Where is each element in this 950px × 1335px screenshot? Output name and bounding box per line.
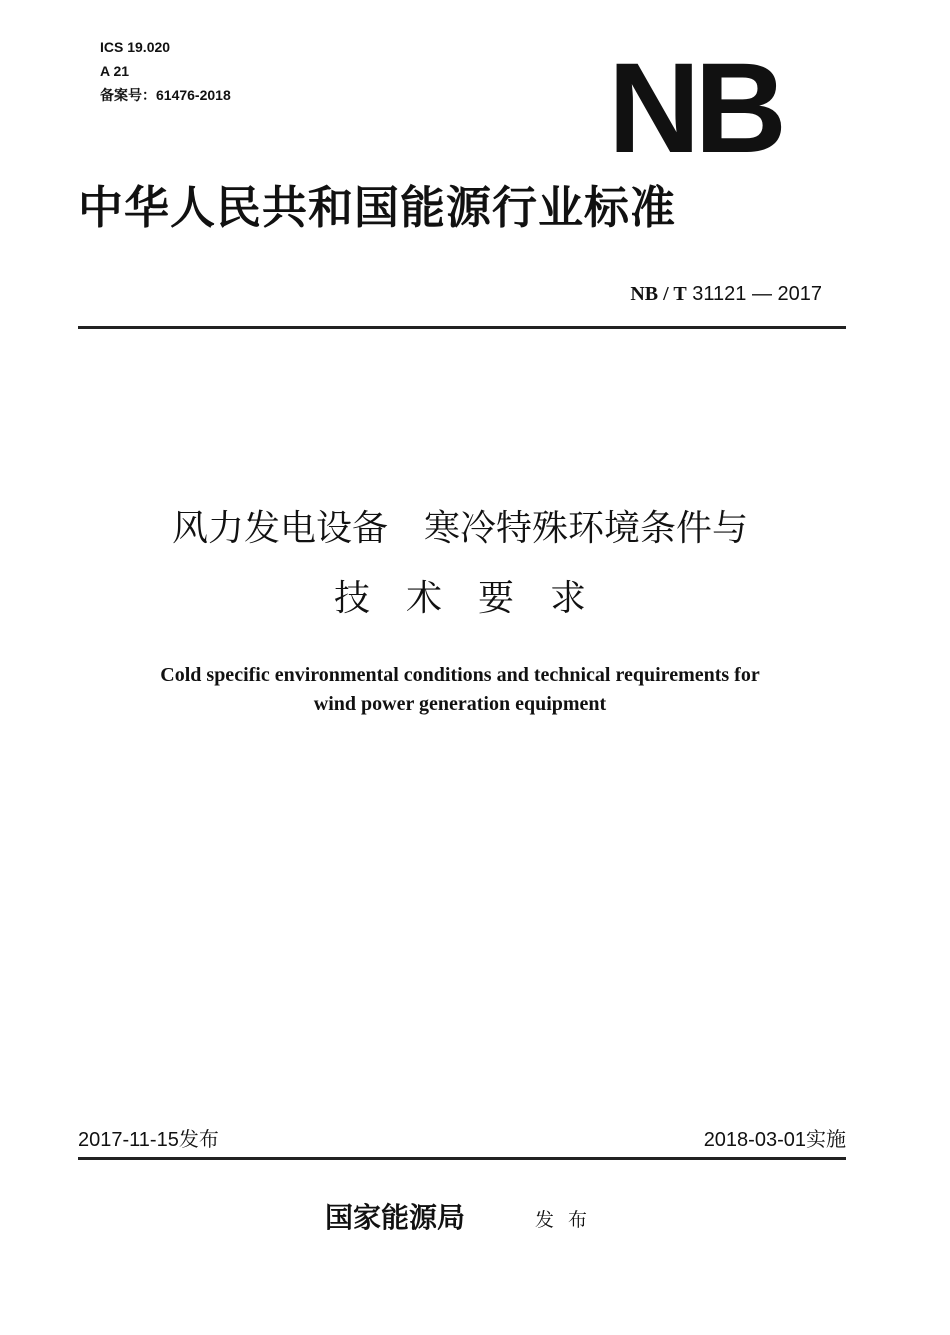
bottom-divider	[78, 1157, 846, 1160]
issue-date: 2017-11-15发布	[78, 1129, 219, 1151]
nb-logo: NB	[608, 37, 781, 180]
filing-number: 备案号：61476-2018	[100, 87, 231, 103]
top-divider	[78, 326, 846, 329]
standard-number	[630, 282, 822, 306]
standard-code: 31121 — 2017	[692, 283, 822, 305]
standard-category-title: 中华人民共和国能源行业标准	[78, 181, 677, 234]
title-en-line-2: wind power generation equipment	[313, 693, 607, 715]
standard-prefix: NB / T	[630, 283, 687, 305]
implementation-date: 2018-03-01实施	[703, 1129, 846, 1151]
title-zh-line-1: 风力发电设备 寒冷特殊环境条件与	[171, 508, 748, 549]
title-zh-line-2: 技 术 要 求	[333, 578, 586, 619]
issuer-action: 发布	[535, 1209, 602, 1231]
ccs-code: A 21	[100, 63, 130, 79]
ics-code: ICS 19.020	[100, 39, 171, 55]
title-en-line-1: Cold specific environmental conditions and technical requirements for	[160, 664, 760, 686]
issuer-name: 国家能源局	[325, 1201, 466, 1234]
